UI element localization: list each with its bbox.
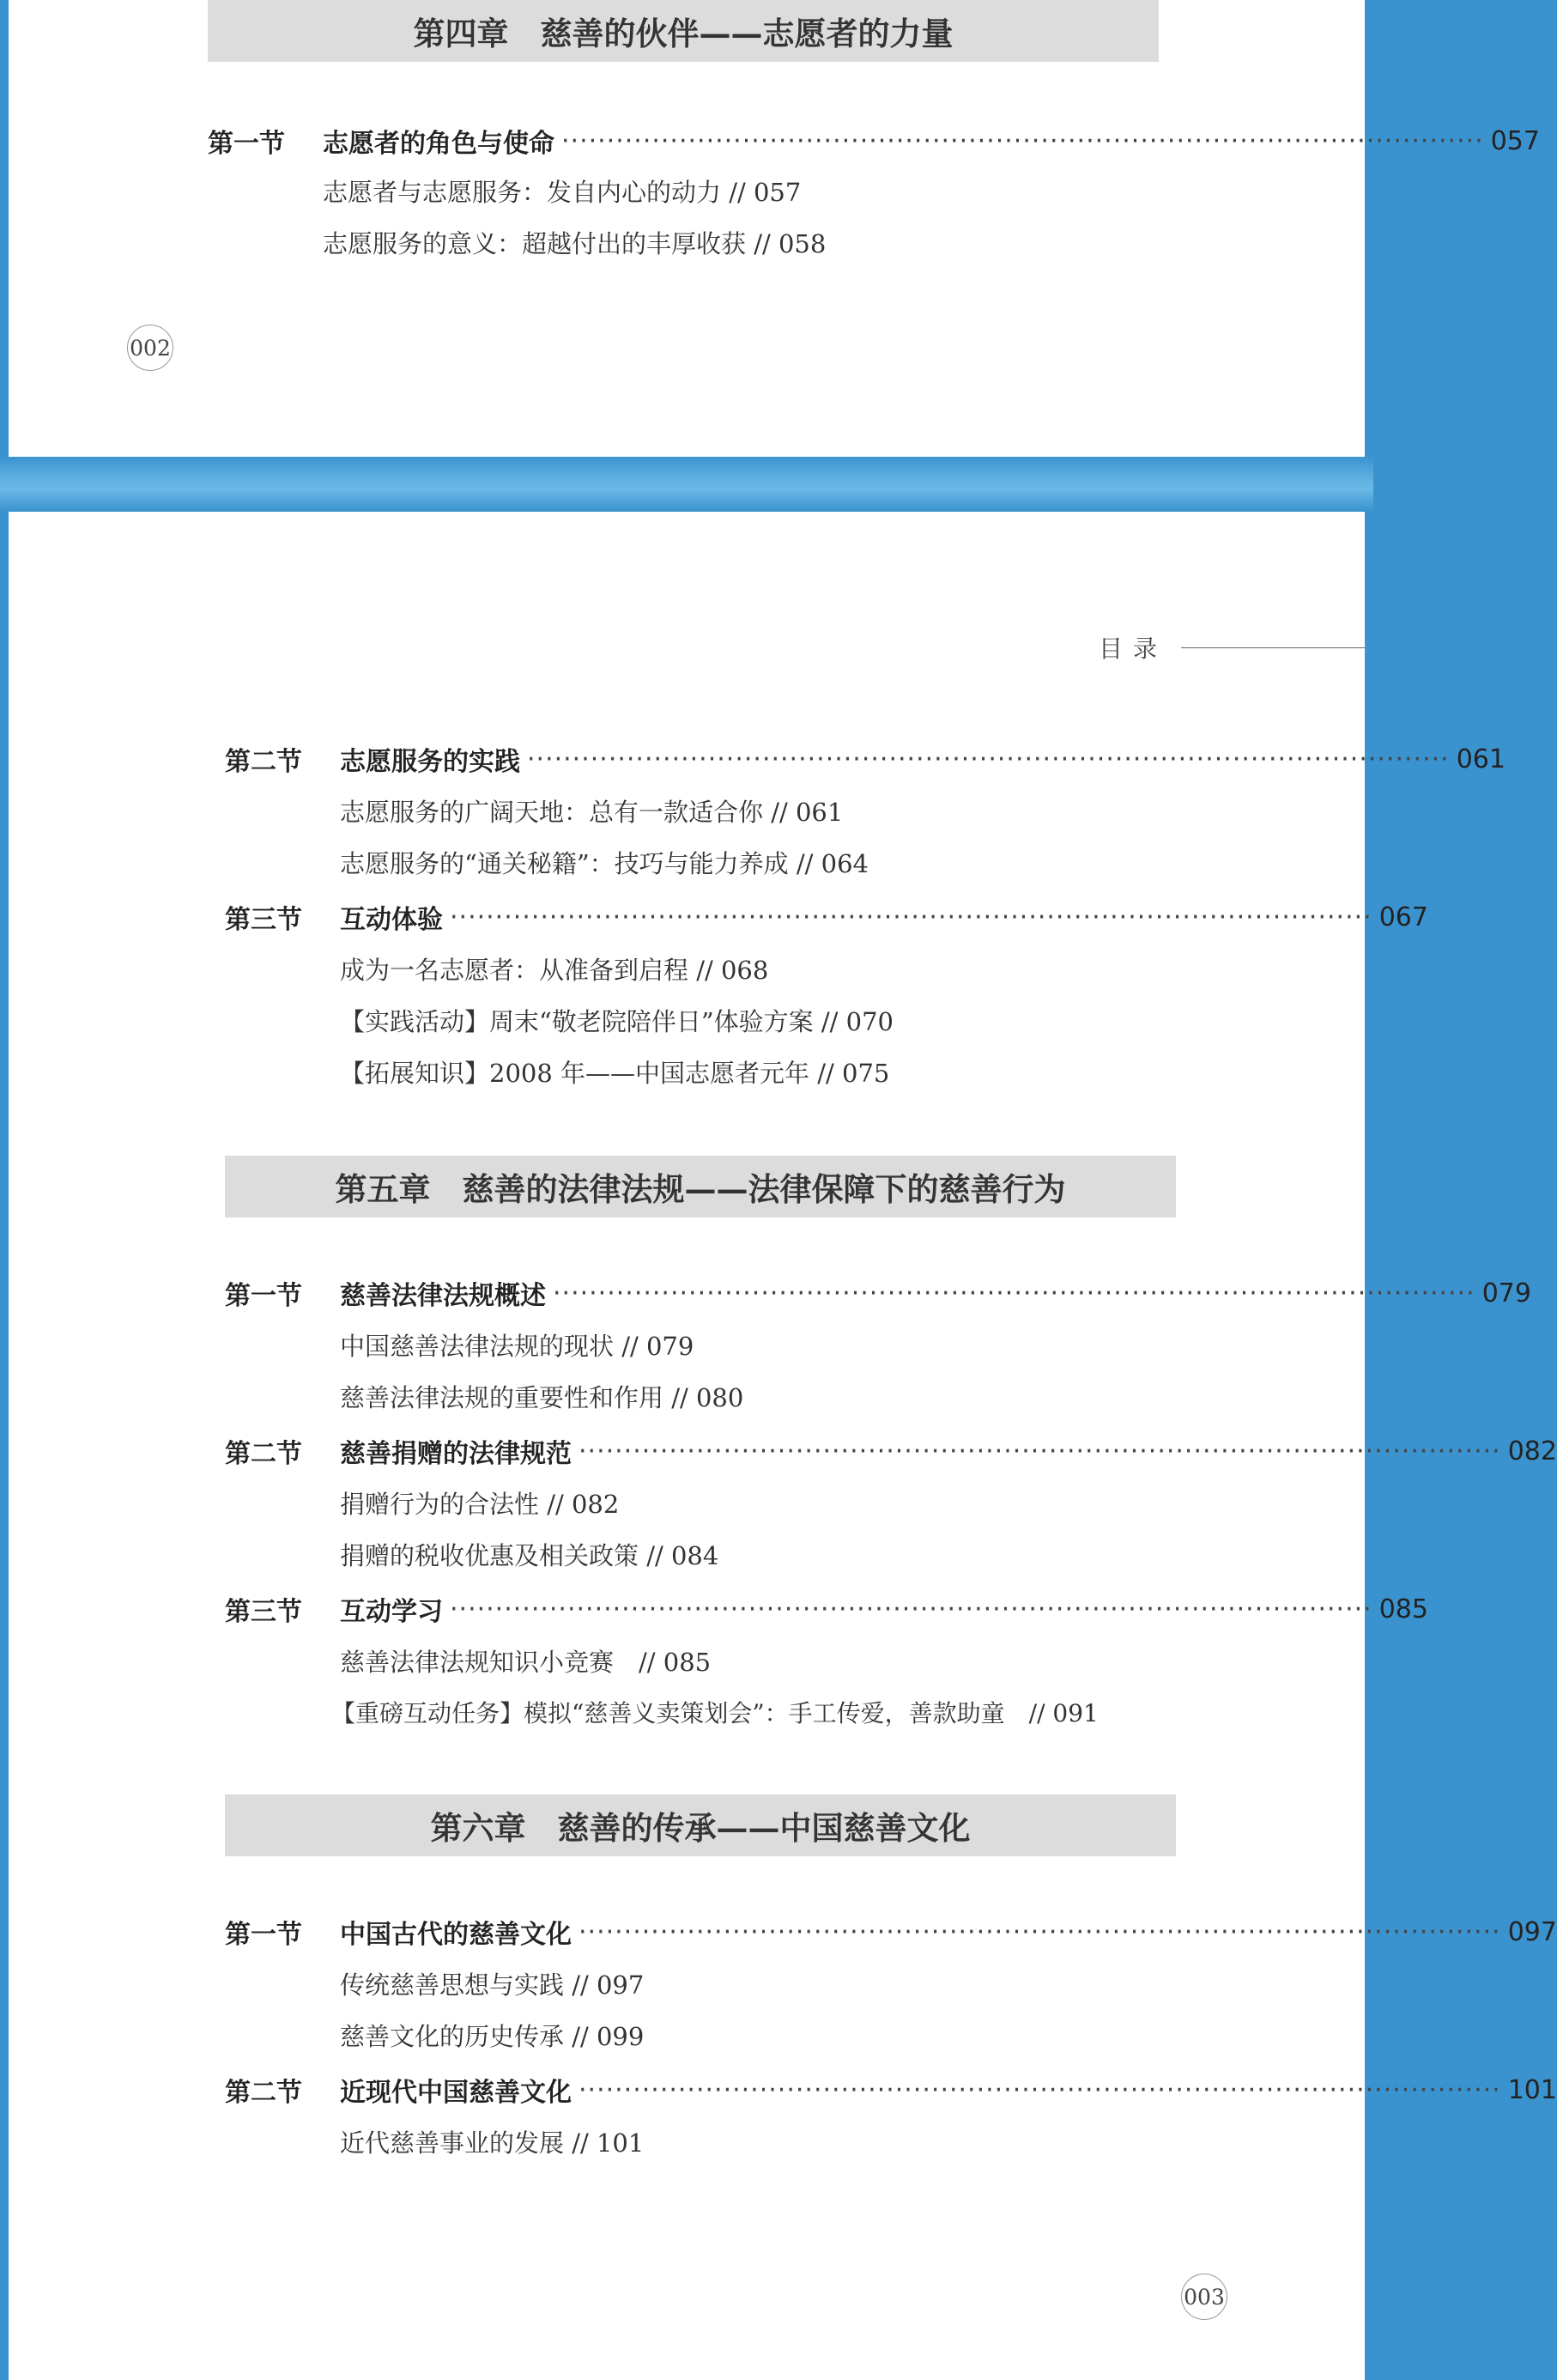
section-number: 第一节: [225, 1281, 302, 1311]
page-number: 002: [127, 325, 173, 371]
toc-item[interactable]: 志愿者与志愿服务：发自内心的动力 // 057: [323, 178, 802, 207]
toc-section-row[interactable]: [225, 1432, 1557, 1470]
section-title: 志愿服务的实践: [340, 747, 520, 777]
toc-item[interactable]: 慈善法律法规的重要性和作用 // 080: [340, 1383, 744, 1412]
toc-section-row[interactable]: [225, 2071, 1557, 2109]
toc-item[interactable]: 捐赠的税收优惠及相关政策 // 084: [340, 1541, 719, 1570]
toc-item[interactable]: 慈善文化的历史传承 // 099: [340, 2022, 645, 2051]
toc-item[interactable]: 【拓展知识】2008 年——中国志愿者元年 // 075: [340, 1059, 890, 1088]
page-002: [9, 0, 1540, 457]
section-page: 085: [1378, 1594, 1428, 1624]
toc-section-row[interactable]: [225, 1913, 1557, 1951]
toc-section-row[interactable]: [225, 1274, 1531, 1312]
toc-item[interactable]: 志愿服务的广阔天地：总有一款适合你 // 061: [340, 798, 844, 827]
toc-section-row[interactable]: [225, 740, 1506, 778]
toc-item[interactable]: 中国慈善法律法规的现状 // 079: [340, 1332, 694, 1361]
header-rule: [1181, 647, 1365, 648]
dot-leader: ······································································································: [553, 1278, 1475, 1308]
section-page: 057: [1490, 125, 1540, 156]
dot-leader: ······································································································: [450, 1594, 1372, 1624]
chapter-4-heading: 第四章 慈善的伙伴——志愿者的力量: [208, 0, 1159, 62]
toc-section-row[interactable]: [225, 1590, 1428, 1628]
section-title: 近现代中国慈善文化: [340, 2078, 572, 2108]
section-number: 第二节: [225, 747, 302, 777]
dot-leader: ······································································································: [561, 125, 1484, 156]
toc-item[interactable]: 志愿服务的“通关秘籍”：技巧与能力养成 // 064: [340, 849, 869, 878]
section-title: 慈善法律法规概述: [340, 1281, 546, 1311]
chapter-6-heading: 第六章 慈善的传承——中国慈善文化: [225, 1794, 1176, 1856]
page-number: 003: [1181, 2274, 1227, 2320]
section-title: 志愿者的角色与使命: [323, 129, 554, 159]
toc-section-row[interactable]: [225, 898, 1428, 936]
section-page: 067: [1378, 902, 1428, 932]
toc-item[interactable]: 【重磅互动任务】模拟“慈善义卖策划会”：手工传爱，善款助童 // 091: [331, 1699, 1099, 1727]
chapter-5-heading: 第五章 慈善的法律法规——法律保障下的慈善行为: [225, 1156, 1176, 1217]
section-page: 082: [1507, 1436, 1557, 1466]
section-number: 第一节: [225, 1920, 302, 1950]
dot-leader: ······································································································: [579, 2074, 1501, 2105]
section-number: 第三节: [225, 905, 302, 935]
section-title: 互动体验: [340, 905, 443, 935]
section-title: 中国古代的慈善文化: [340, 1920, 572, 1950]
toc-item[interactable]: 近代慈善事业的发展 // 101: [340, 2128, 645, 2158]
section-page: 079: [1481, 1278, 1531, 1308]
toc-item[interactable]: 慈善法律法规知识小竞赛 // 085: [340, 1648, 712, 1677]
section-page: 101: [1507, 2074, 1557, 2105]
section-title: 互动学习: [340, 1597, 443, 1627]
section-number: 第二节: [225, 1439, 302, 1469]
dot-leader: ······································································································: [579, 1916, 1501, 1947]
toc-item[interactable]: 捐赠行为的合法性 // 082: [340, 1490, 620, 1519]
section-page: 097: [1507, 1916, 1557, 1947]
contents-header: 目录: [1099, 634, 1168, 663]
section-number: 第二节: [225, 2078, 302, 2108]
toc-item[interactable]: 成为一名志愿者：从准备到启程 // 068: [340, 956, 769, 985]
toc-item[interactable]: 志愿服务的意义：超越付出的丰厚收获 // 058: [323, 229, 827, 258]
dot-leader: ······································································································: [579, 1436, 1501, 1466]
dot-leader: ······································································································: [527, 744, 1450, 774]
section-number: 第三节: [225, 1597, 302, 1627]
section-title: 慈善捐赠的法律规范: [340, 1439, 572, 1469]
page-003: [9, 512, 1557, 2380]
toc-section-row[interactable]: [208, 122, 1540, 160]
section-page: 061: [1456, 744, 1506, 774]
toc-item[interactable]: 传统慈善思想与实践 // 097: [340, 1970, 645, 2000]
dot-leader: ······································································································: [450, 902, 1372, 932]
toc-item[interactable]: 【实践活动】周末“敬老院陪伴日”体验方案 // 070: [340, 1007, 894, 1036]
section-number: 第一节: [208, 129, 285, 159]
page-divider: [0, 457, 1373, 512]
